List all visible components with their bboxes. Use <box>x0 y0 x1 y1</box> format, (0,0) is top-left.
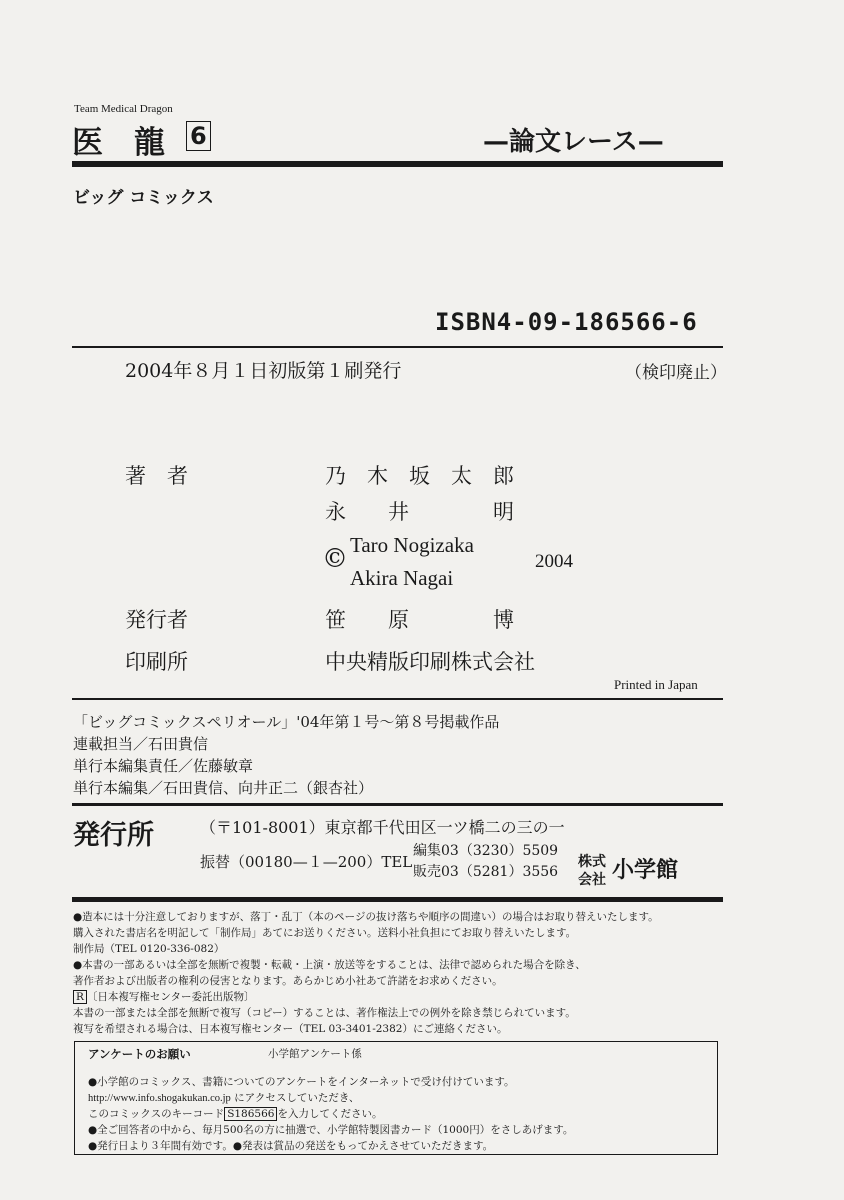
notice-line-4: ●本書の一部あるいは全部を無断で複製・転載・上演・放送等をすることは、法律で認められた場合を除き、 <box>73 959 586 971</box>
survey-line-5: ●発行日より３年間有効です。●発表は賞品の発送をもってかえさせていただきます。 <box>88 1140 494 1152</box>
copyright-holder-2: Akira Nagai <box>350 566 454 590</box>
corp-type-top: 株式 <box>578 854 606 870</box>
header-rule <box>72 161 723 167</box>
survey-line-1: ●小学館のコミックス、書籍についてのアンケートをインターネットで受け付けています。 <box>88 1076 515 1088</box>
notice-line-5: 著作者および出版者の権利の侵害となります。あらかじめ小社あて許諾をお求めください。 <box>73 975 503 987</box>
author-name-2: 永 井 明 <box>325 500 514 524</box>
jrrc-line <box>73 989 255 1005</box>
company-name: 小学館 <box>612 858 679 883</box>
notice-line-2: 購入された書店名を明記して「制作局」あてにお送りください。送料小社負担にてお取り替えいたします。 <box>73 927 577 939</box>
office-bottom-rule <box>72 897 723 902</box>
copyright-year: 2004 <box>535 551 573 572</box>
author-label: 著 者 <box>125 464 188 488</box>
notice-line-6: 本書の一部または全部を無断で複写（コピー）することは、著作権法上での例外を除き禁じられています。 <box>73 1007 576 1019</box>
office-top-rule <box>72 803 723 806</box>
copyright-symbol: © <box>322 544 348 574</box>
copyright-holder-1: Taro Nogizaka <box>350 533 474 557</box>
credits-rule <box>72 698 723 700</box>
serialization-line-4: 単行本編集／石田貴信、向井正二（銀杏社） <box>73 779 374 797</box>
printer-name: 中央精版印刷株式会社 <box>325 650 535 674</box>
inspection-stamp-note: （検印廃止） <box>625 363 727 383</box>
survey-line-4: ●全ご回答者の中から、毎月500名の方に抽選で、小学館特製図書カード（1000円）をさしあげます。 <box>88 1124 574 1136</box>
survey-keycode-suffix: を入力してください。 <box>277 1108 383 1120</box>
volume-number: 6 <box>186 121 211 151</box>
author-name-1: 乃 木 坂 太 郎 <box>325 464 514 488</box>
tel-sales: 販売03（5281）3556 <box>413 864 559 880</box>
series-english-title: Team Medical Dragon <box>74 103 173 115</box>
postal-transfer: 振替（00180—１—200）TEL <box>200 853 413 871</box>
survey-title: アンケートのお願い <box>88 1047 191 1061</box>
publisher-label: 発行者 <box>125 608 188 632</box>
publisher-name: 笹 原 博 <box>325 608 514 632</box>
notice-line-3: 制作局（TEL 0120-336-082） <box>73 943 225 955</box>
printed-in-japan: Printed in Japan <box>614 677 698 692</box>
isbn-rule <box>72 346 723 348</box>
book-title: 医 龍 <box>72 125 165 161</box>
publication-date: 2004年８月１日初版第１刷発行 <box>125 360 402 382</box>
serialization-line-2: 連載担当／石田貴信 <box>73 735 209 753</box>
jrrc-mark: R <box>73 990 87 1004</box>
survey-department: 小学館アンケート係 <box>268 1048 362 1060</box>
notice-line-1: ●造本には十分注意しておりますが、落丁・乱丁（本のページの抜け落ちや順序の間違い）の場合はお取り替えいたします。 <box>73 911 659 923</box>
isbn: ISBN4-09-186566-6 <box>435 308 698 336</box>
serialization-line-1: 「ビッグコミックスペリオール」'04年第１号〜第８号掲載作品 <box>73 713 500 731</box>
survey-line-2 <box>88 1090 359 1107</box>
survey-line-3 <box>88 1106 382 1122</box>
serialization-line-3: 単行本編集責任／佐藤敏章 <box>73 757 254 775</box>
book-subtitle: —論文レース— <box>483 127 664 157</box>
survey-url-suffix: にアクセスしていただき、 <box>234 1092 360 1104</box>
corp-type-bottom: 会社 <box>578 872 606 888</box>
jrrc-text: 〔日本複写権センター委託出版物〕 <box>86 991 255 1003</box>
notice-line-7: 複写を希望される場合は、日本複写権センター（TEL 03-3401-2382）にご連絡ください。 <box>73 1023 508 1035</box>
survey-url[interactable]: http://www.info.shogakukan.co.jp <box>88 1093 231 1104</box>
imprint-name: ビッグ コミックス <box>73 188 214 208</box>
tel-editorial: 編集03（3230）5509 <box>413 843 559 859</box>
office-address: （〒101-8001）東京都千代田区一ツ橋二の三の一 <box>200 818 565 837</box>
survey-keycode-prefix: このコミックスのキーコード <box>88 1108 225 1120</box>
printer-label: 印刷所 <box>125 650 188 674</box>
survey-keycode: S186566 <box>224 1107 277 1121</box>
office-label: 発行所 <box>73 820 154 851</box>
